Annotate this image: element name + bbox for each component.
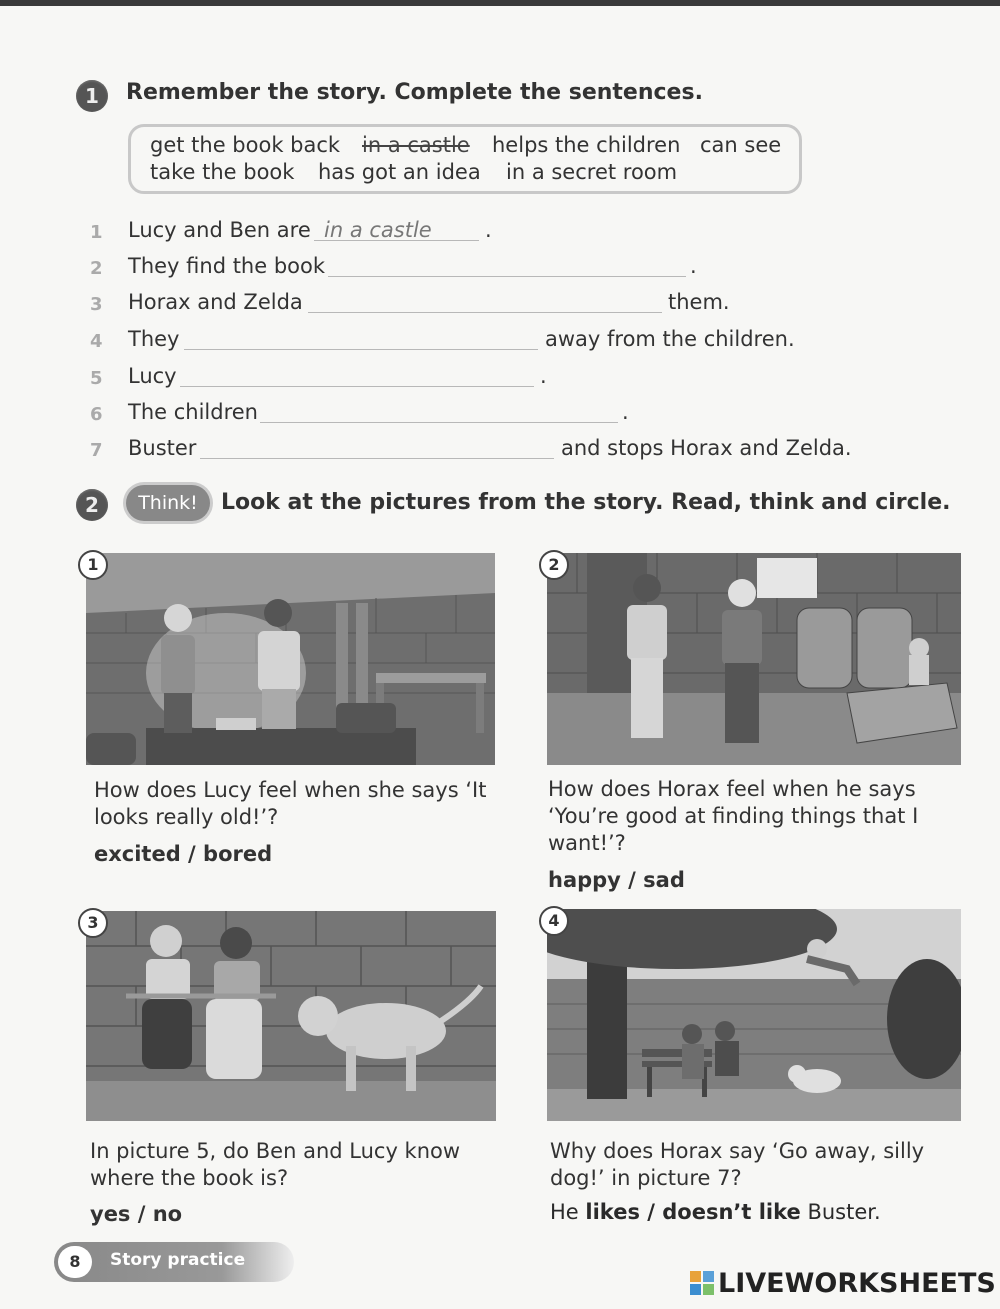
- word-bank-item: take the book: [150, 160, 295, 184]
- answer-blank[interactable]: [308, 312, 662, 313]
- sentence-text: Lucy and Ben are: [128, 218, 311, 242]
- sentence-number: 4: [90, 331, 103, 352]
- story-picture-3: [86, 911, 496, 1121]
- sentence-text: away from the children.: [545, 327, 795, 351]
- sentence-text: and stops Horax and Zelda.: [561, 436, 852, 460]
- picture-number: 3: [78, 908, 108, 938]
- word-bank-item: can see: [700, 133, 782, 157]
- sentence-text: Buster: [128, 436, 197, 460]
- sentence-text: .: [690, 254, 697, 278]
- picture-number: 1: [78, 550, 108, 580]
- sentence-text: .: [485, 218, 492, 242]
- sentence-text: They: [128, 327, 180, 351]
- picture-number: 4: [539, 906, 569, 936]
- circle-choice[interactable]: happy / sad: [548, 868, 685, 892]
- sentence-number: 3: [90, 294, 103, 315]
- answer-blank[interactable]: [328, 276, 686, 277]
- answer-prefix: He: [550, 1200, 579, 1224]
- picture-question: How does Lucy feel when she says ‘It looks really old!’?: [94, 778, 487, 829]
- think-badge: Think!: [126, 485, 210, 521]
- exercise-1-title: Remember the story. Complete the sentences.: [126, 80, 703, 105]
- answer-blank: [314, 240, 479, 241]
- liveworksheets-logo-icon: [690, 1271, 714, 1295]
- answer-suffix: Buster.: [807, 1200, 881, 1224]
- sentence-number: 7: [90, 440, 103, 461]
- picture-number: 2: [539, 550, 569, 580]
- word-bank-item: in a secret room: [506, 160, 678, 184]
- sentence-text: them.: [668, 290, 730, 314]
- story-picture-4: [547, 909, 961, 1121]
- sentence-text: Horax and Zelda: [128, 290, 303, 314]
- sentence-number: 1: [90, 222, 103, 243]
- word-bank-item-used: in a castle: [362, 133, 470, 157]
- example-answer: in a castle: [324, 218, 432, 242]
- sentence-text: They find the book: [128, 254, 326, 278]
- sentence-number: 2: [90, 258, 103, 279]
- circle-choice[interactable]: likes / doesn’t like: [585, 1200, 801, 1224]
- answer-line: [550, 1200, 881, 1224]
- answer-blank[interactable]: [180, 386, 534, 387]
- section-label: Story practice: [110, 1250, 246, 1270]
- brand-wordmark: LIVEWORKSHEETS: [718, 1268, 996, 1299]
- circle-choice[interactable]: excited / bored: [94, 842, 273, 866]
- story-picture-2: [547, 553, 961, 765]
- sentence-number: 6: [90, 404, 103, 425]
- picture-question: Why does Horax say ‘Go away, silly dog!’ in picture 7?: [550, 1139, 925, 1190]
- page-number: 8: [58, 1246, 92, 1278]
- picture-question: How does Horax feel when he says ‘You’re good at finding things that I want!’?: [548, 777, 919, 855]
- word-bank-item: has got an idea: [318, 160, 481, 184]
- picture-question: In picture 5, do Ben and Lucy know where the book is?: [90, 1139, 461, 1190]
- answer-blank[interactable]: [260, 422, 618, 423]
- exercise-1-badge: 1: [76, 80, 108, 112]
- answer-blank[interactable]: [184, 349, 538, 350]
- sentence-text: .: [622, 400, 629, 424]
- exercise-2-badge: 2: [76, 489, 108, 521]
- sentence-number: 5: [90, 368, 103, 389]
- sentence-text: .: [540, 364, 547, 388]
- sentence-text: Lucy: [128, 364, 177, 388]
- word-bank-item: helps the children: [492, 133, 681, 157]
- answer-blank[interactable]: [200, 458, 554, 459]
- exercise-2-title: Look at the pictures from the story. Read, think and circle.: [221, 490, 951, 515]
- word-bank-item: get the book back: [150, 133, 341, 157]
- circle-choice[interactable]: yes / no: [90, 1202, 183, 1226]
- sentence-text: The children: [128, 400, 258, 424]
- top-rule: [0, 0, 1000, 6]
- story-picture-1: [86, 553, 495, 765]
